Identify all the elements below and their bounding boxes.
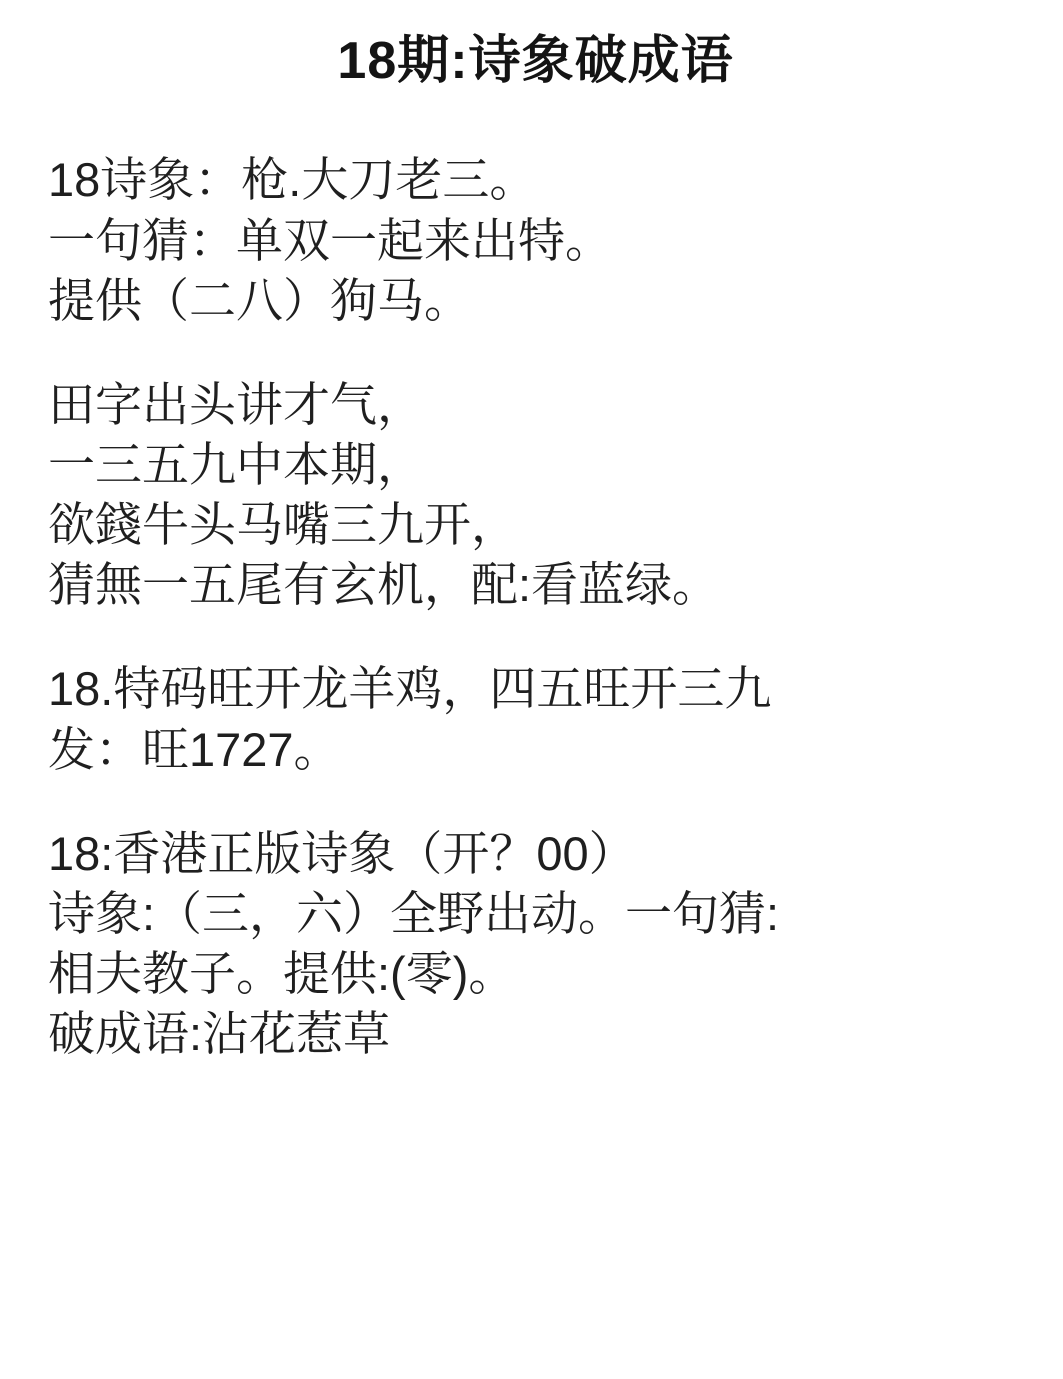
text-line: 18.特码旺开龙羊鸡，四五旺开三九 (48, 662, 772, 716)
text-line: 一三五九中本期， (48, 438, 424, 492)
text-line: 提供（二八）狗马。 (48, 273, 471, 327)
page-title: 18期:诗象破成语 (337, 32, 734, 90)
text-line: 破成语:沾花惹草 (48, 1007, 391, 1061)
text-line: 欲錢牛头马嘴三九开， (48, 498, 518, 552)
text-line: 相夫教子。提供:(零)。 (48, 947, 516, 1001)
text-line: 诗象:（三，六）全野出动。一句猜: (48, 886, 780, 940)
text-line: 发：旺1727。 (48, 722, 341, 776)
text-line: 田字出头讲才气， (48, 377, 424, 431)
text-block-hongkong (48, 824, 1023, 1065)
text-line: 18:香港正版诗象（开？00） (48, 826, 636, 880)
text-block-verse (48, 375, 1023, 616)
text-line: 猜無一五尾有玄机，配:看蓝绿。 (48, 558, 720, 612)
text-block-riddle-1 (48, 150, 1023, 330)
text-line: 18诗象：枪.大刀老三。 (48, 153, 537, 207)
text-block-special-code (48, 659, 1023, 779)
text-line: 一句猜：单双一起来出特。 (48, 213, 612, 267)
